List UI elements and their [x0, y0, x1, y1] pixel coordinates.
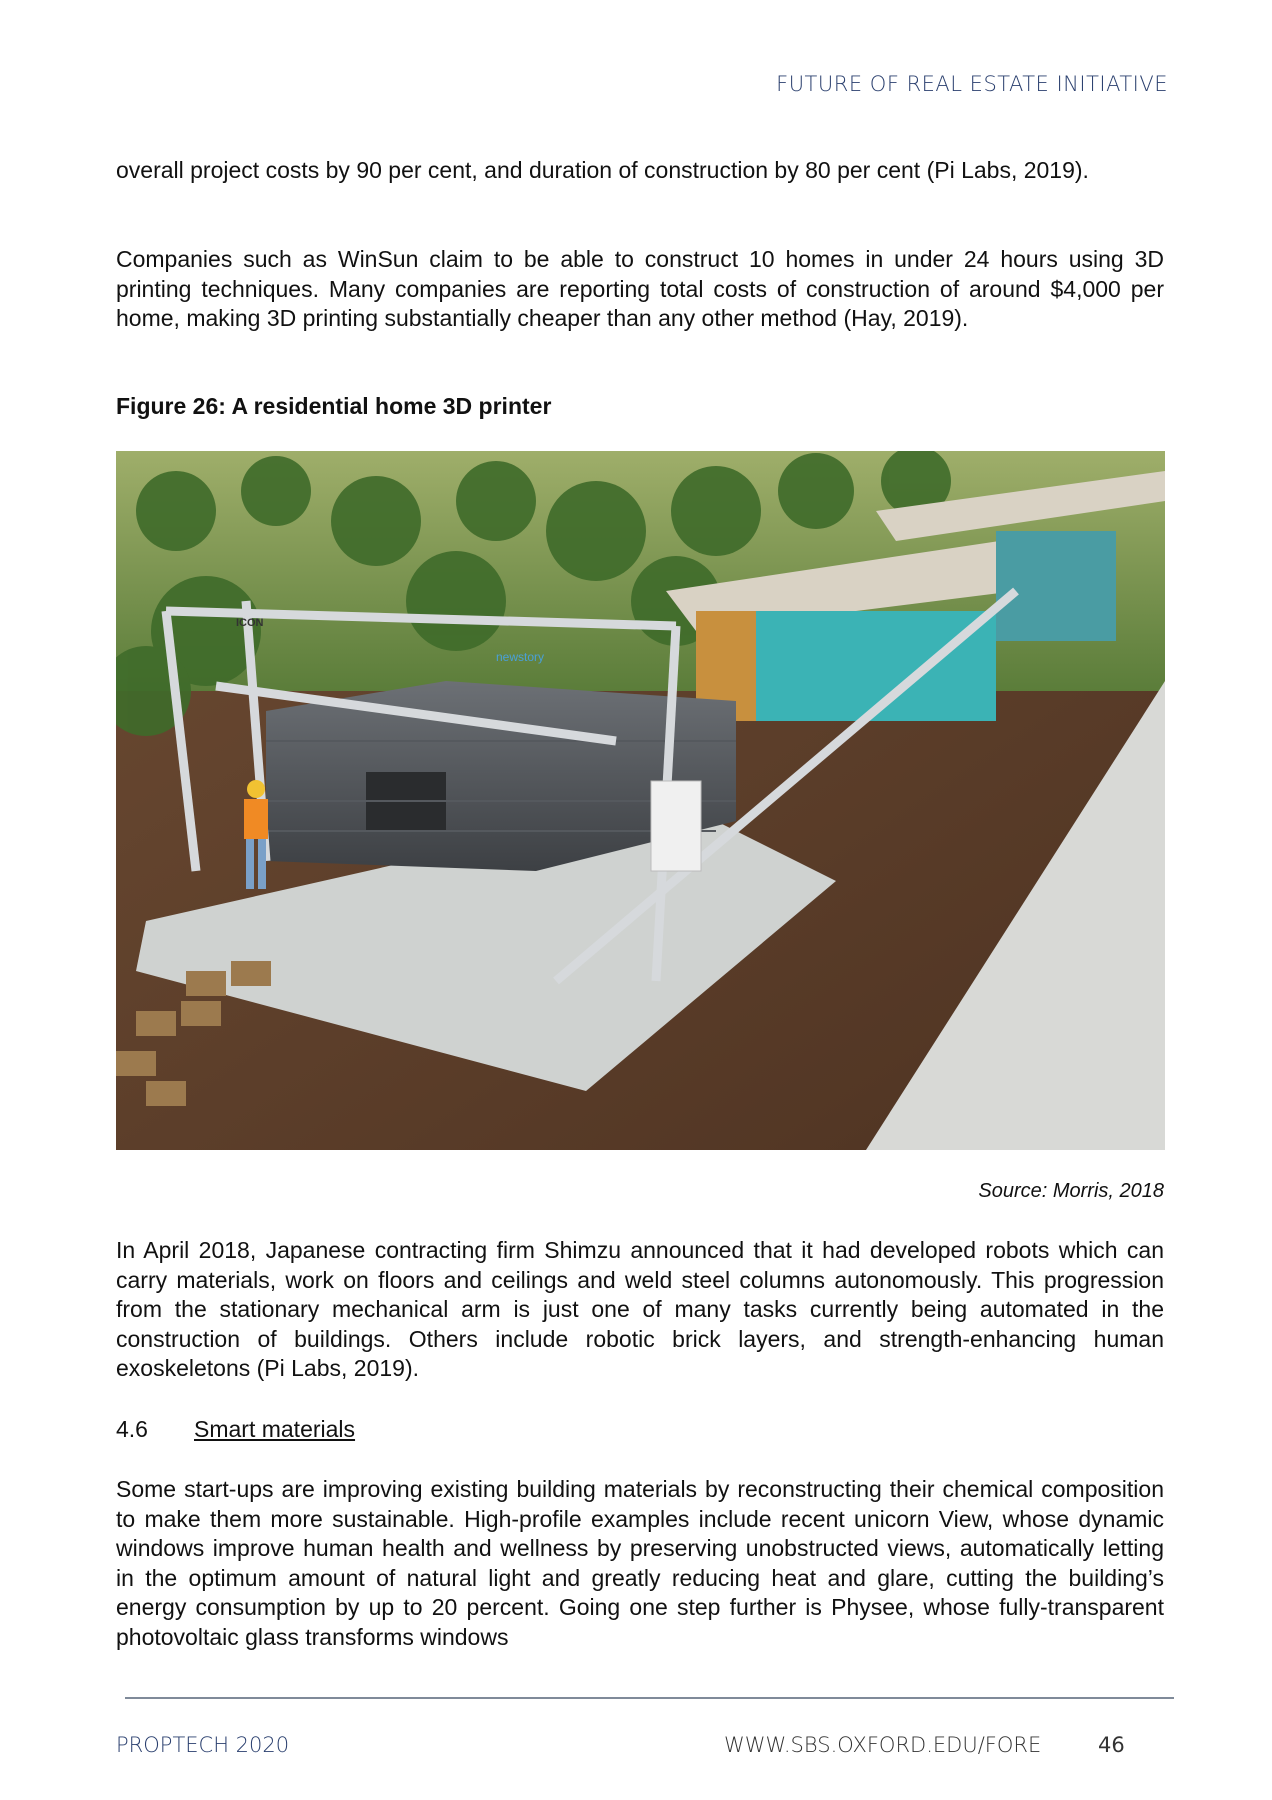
section-heading	[116, 1416, 355, 1443]
section-title: Smart materials	[194, 1416, 356, 1442]
figure-caption: Figure 26: A residential home 3D printer	[116, 393, 552, 419]
footer-publication: PROPTECH 2020	[116, 1733, 290, 1757]
footer-divider	[125, 1697, 1174, 1699]
paragraph: Companies such as WinSun claim to be able to construct 10 homes in under 24 hours using 3D printing techniques. Many companies are reporting total costs of construction of around $4,000 per home, making 3D printing substantially cheaper than any other method (Hay, 2019).	[116, 246, 1164, 331]
page-number: 46	[1098, 1733, 1125, 1757]
paragraph: In April 2018, Japanese contracting firm Shimzu announced that it had developed robots which can carry materials, work on floors and ceilings and weld steel columns autonomously. This progression from the stationary mechanical arm is just one of many tasks currently being automated in the construction of buildings. Others include robotic brick layers, and strength-enhancing human exoskeletons (Pi Labs, 2019).	[116, 1237, 1164, 1381]
paragraph: Some start-ups are improving existing building materials by reconstructing their chemical composition to make them more sustainable. High-profile examples include recent unicorn View, whose dynamic windows improve human health and wellness by preserving unobstructed views, automatically letting in the optimum amount of natural light and greatly reducing heat and glare, cutting the building’s energy consumption by up to 20 percent. Going one step further is Physee, whose fully-transparent photovoltaic glass transforms windows	[116, 1476, 1164, 1650]
paragraph: overall project costs by 90 per cent, and duration of construction by 80 per cent (Pi Labs, 2019).	[116, 157, 1089, 183]
icon-logo: ICON	[236, 617, 264, 629]
section-number: 4.6	[116, 1416, 148, 1442]
footer-url[interactable]: WWW.SBS.OXFORD.EDU/FORE	[724, 1733, 1042, 1757]
printer-illustration	[116, 451, 1165, 1150]
figure-source: Source: Morris, 2018	[978, 1180, 1164, 1202]
figure-image-3d-printer	[116, 451, 1165, 1150]
running-header: FUTURE OF REAL ESTATE INITIATIVE	[776, 72, 1168, 96]
newstory-logo: newstory	[496, 650, 545, 664]
